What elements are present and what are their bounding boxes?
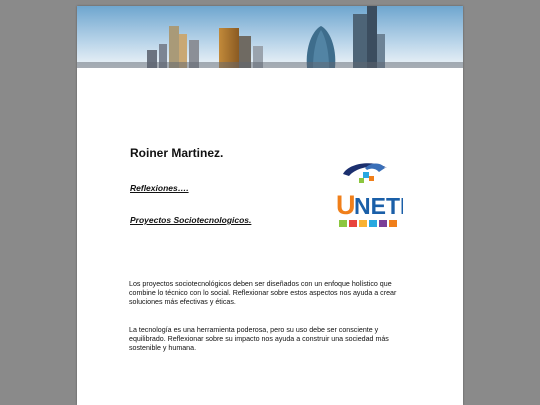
proyectos-sociotecnologicos-link[interactable]: Proyectos Sociotecnologicos. — [130, 215, 252, 225]
uneti-logo — [335, 158, 403, 234]
paragraph-2: La tecnología es una herramienta poderosa, pero su uso debe ser consciente y equilibrado. Reflexionar sobre su impacto nos ayuda a construir una sociedad más sostenible y humana. — [129, 326, 389, 352]
reflexiones-link[interactable]: Reflexiones…. — [130, 183, 189, 193]
logo-letters-neti: NETI — [354, 193, 403, 219]
city-skyline-banner — [77, 6, 463, 68]
document-page — [77, 6, 463, 405]
skyline-image — [77, 6, 463, 68]
paragraph-1: Los proyectos sociotecnológicos deben ser diseñados con un enfoque holístico que combine lo técnico con lo social. Reflexionar sobre estos aspectos nos ayuda a crear soluciones más efectivas y éticas. — [129, 280, 397, 306]
author-name: Roiner Martinez. — [130, 146, 224, 160]
logo-letter-u: U — [336, 190, 356, 220]
